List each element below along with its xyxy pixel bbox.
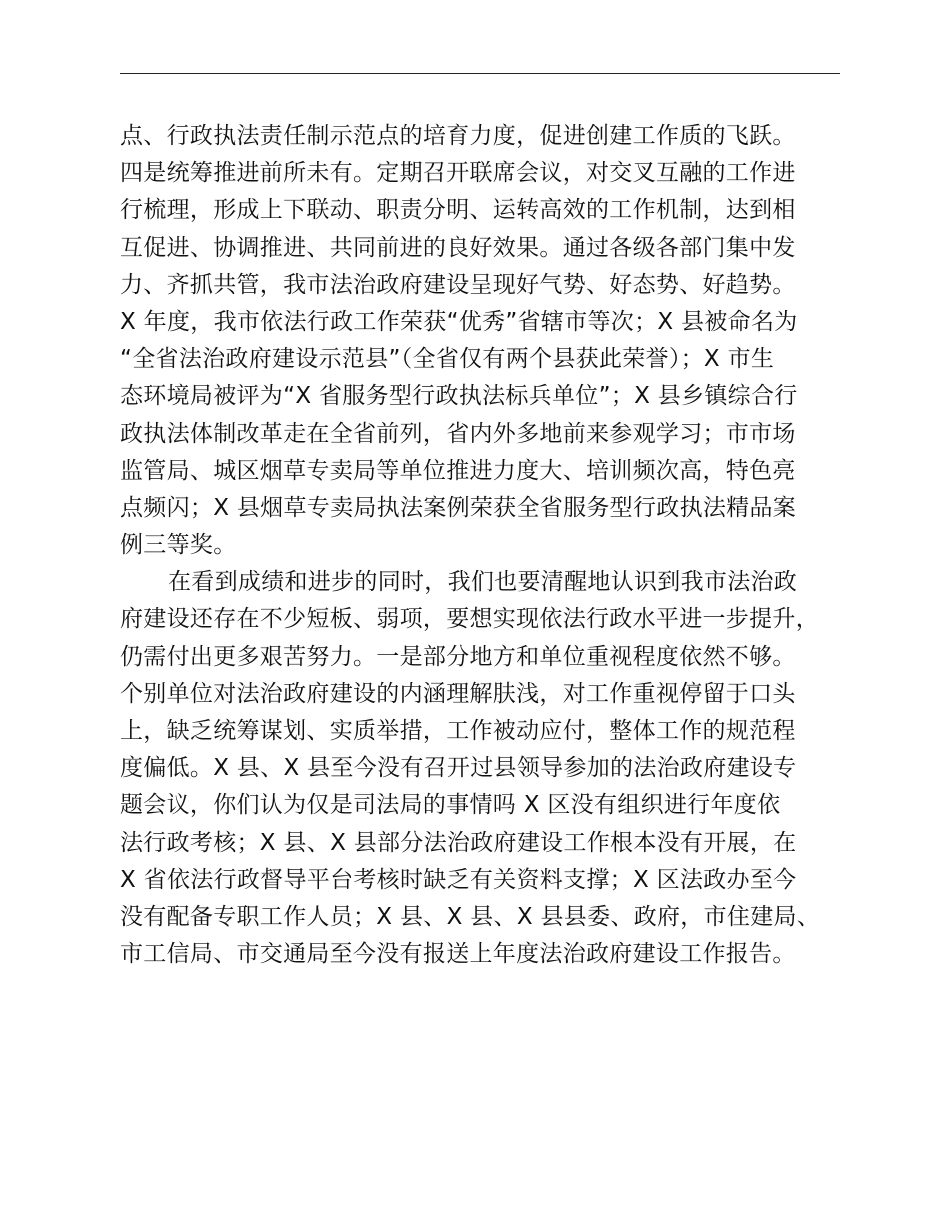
text-line: 法行政考核；X 县、X 县部分法治政府建设工作根本没有开展，在: [120, 829, 797, 856]
text-line: X 年度，我市依法行政工作荣获“优秀”省辖市等次；X 县被命名为: [120, 308, 798, 335]
text-line: 上，缺乏统筹谋划、实质举措，工作被动应付，整体工作的规范程: [120, 718, 796, 744]
header-rule: [120, 73, 840, 74]
text-line: 仍需付出更多艰苦努力。一是部分地方和单位重视程度依然不够。: [120, 643, 796, 670]
text-line: 行梳理，形成上下联动、职责分明、运转高效的工作机制，达到相: [120, 197, 796, 224]
text-line: 没有配备专职工作人员；X 县、X 县、X 县县委、政府，市住建局、: [120, 903, 821, 930]
paragraph-start-line: 在看到成绩和进步的同时，我们也要清醒地认识到我市法治政: [168, 569, 798, 596]
text-line: 市工信局、市交通局至今没有报送上年度法治政府建设工作报告。: [120, 941, 796, 968]
text-line: 个别单位对法治政府建设的内涵理解肤浅，对工作重视停留于口头: [120, 680, 796, 707]
text-line: 点频闪；X 县烟草专卖局执法案例荣获全省服务型行政执法精品案: [120, 494, 797, 521]
text-line: X 省依法行政督导平台考核时缺乏有关资料支撑；X 区法政办至今: [120, 866, 797, 893]
text-line: “全省法治政府建设示范县”（全省仅有两个县获此荣誉）；X 市生: [120, 346, 775, 373]
document-body: [120, 118, 860, 973]
text-line: 点、行政执法责任制示范点的培育力度，促进创建工作质的飞跃。: [120, 123, 796, 149]
text-line: 互促进、协调推进、共同前进的良好效果。通过各级各部门集中发: [120, 234, 796, 261]
text-line: 题会议，你们认为仅是司法局的事情吗 X 区没有组织进行年度依: [120, 792, 781, 819]
text-line: 力、齐抓共管，我市法治政府建设呈现好气势、好态势、好趋势。: [120, 271, 796, 298]
text-line: 例三等奖。: [120, 532, 237, 559]
text-line: 政执法体制改革走在全省前列，省内外多地前来参观学习；市市场: [120, 420, 796, 447]
text-line: 四是统筹推进前所未有。定期召开联席会议，对交叉互融的工作进: [120, 160, 796, 187]
text-line: 态环境局被评为“X 省服务型行政执法标兵单位”；X 县乡镇综合行: [120, 383, 798, 410]
text-line: 府建设还存在不少短板、弱项，要想实现依法行政水平进一步提升，: [120, 606, 819, 633]
text-line: 监管局、城区烟草专卖局等单位推进力度大、培训频次高，特色亮: [120, 457, 796, 484]
text-line: 度偏低。X 县、X 县至今没有召开过县领导参加的法治政府建设专: [120, 755, 797, 782]
